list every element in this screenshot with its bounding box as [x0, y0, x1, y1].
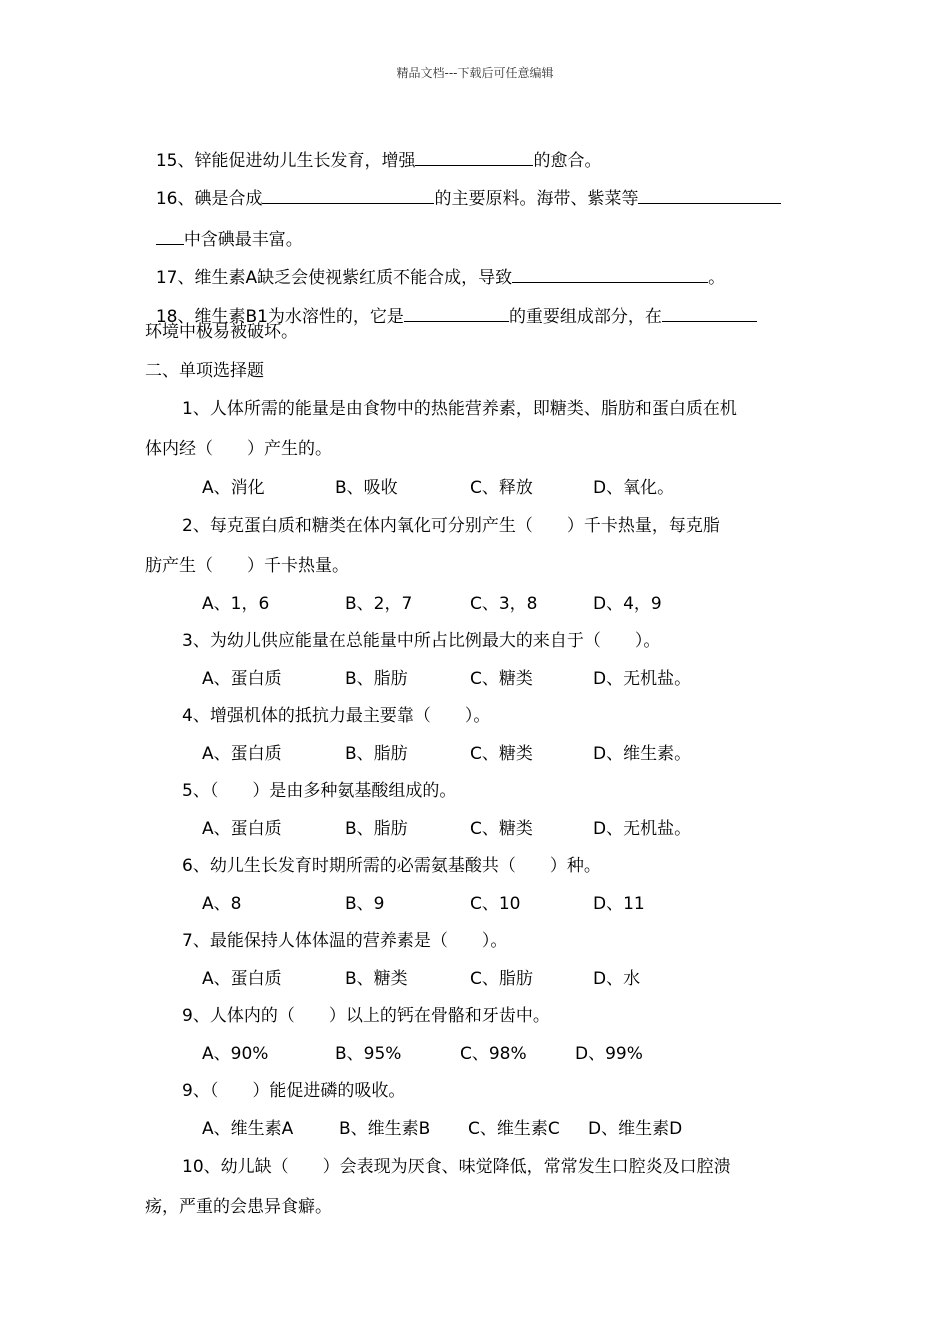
- mc-question-10-line-1: 10、幼儿缺（ ）会表现为厌食、味觉降低，常常发生口腔炎及口腔溃: [182, 1157, 731, 1177]
- option-a: A、消化: [202, 478, 265, 498]
- mc-question-6: 6、幼儿生长发育时期所需的必需氨基酸共（ ）种。: [182, 856, 601, 876]
- option-c: C、糖类: [470, 819, 533, 839]
- question-18-continued: 环境中极易被破坏。: [145, 322, 298, 342]
- option-d: D、维生素D: [588, 1119, 683, 1139]
- option-b: B、2，7: [345, 594, 413, 614]
- mc-question-2-line-1: 2、每克蛋白质和糖类在体内氧化可分别产生（ ）千卡热量，每克脂: [182, 516, 720, 536]
- option-c: C、10: [470, 894, 521, 914]
- option-d: D、11: [593, 894, 645, 914]
- option-c: C、释放: [470, 478, 533, 498]
- mc-question-1-line-1: 1、人体所需的能量是由食物中的热能营养素，即糖类、脂肪和蛋白质在机: [182, 399, 737, 419]
- option-b: B、脂肪: [345, 744, 408, 764]
- question-16: [145, 164, 781, 210]
- option-c: C、维生素C: [468, 1119, 560, 1139]
- option-b: B、吸收: [335, 478, 398, 498]
- option-d: D、氧化。: [593, 478, 675, 498]
- q17-text-after: 。: [708, 268, 726, 288]
- option-b: B、脂肪: [345, 669, 408, 689]
- option-c: C、糖类: [470, 669, 533, 689]
- option-a: A、蛋白质: [202, 669, 282, 689]
- option-b: B、95%: [335, 1044, 402, 1064]
- q18-text-middle: 的重要组成部分，在: [508, 307, 662, 327]
- q18-text-before: 18、维生素B1为水溶性的，它是: [155, 307, 404, 327]
- q17-text-before: 17、维生素A缺乏会使视紫红质不能合成，导致: [155, 268, 513, 288]
- option-a: A、蛋白质: [202, 819, 282, 839]
- option-c: C、3，8: [470, 594, 538, 614]
- option-a: A、蛋白质: [202, 969, 282, 989]
- option-c: C、脂肪: [470, 969, 533, 989]
- q16-blank-2: [638, 186, 781, 204]
- q15-text-before: 15、锌能促进幼儿生长发育，增强: [155, 151, 416, 171]
- q16-text-before: 16、碘是合成: [155, 189, 263, 209]
- option-b: B、维生素B: [339, 1119, 431, 1139]
- option-c: C、98%: [460, 1044, 527, 1064]
- option-a: A、1，6: [202, 594, 270, 614]
- option-d: D、4，9: [593, 594, 662, 614]
- page-header: 精品文档---下载后可任意编辑: [396, 66, 554, 80]
- option-a: A、90%: [202, 1044, 269, 1064]
- option-c: C、糖类: [470, 744, 533, 764]
- mc-question-9a: 9、人体内的（ ）以上的钙在骨骼和牙齿中。: [182, 1006, 550, 1026]
- option-a: A、8: [202, 894, 242, 914]
- mc-question-5: 5、（ ）是由多种氨基酸组成的。: [182, 781, 457, 801]
- mc-question-1-line-2: 体内经（ ）产生的。: [145, 439, 332, 459]
- q17-blank: [512, 265, 708, 283]
- option-d: D、无机盐。: [593, 669, 692, 689]
- mc-question-4: 4、增强机体的抵抗力最主要靠（ ）。: [182, 706, 491, 726]
- option-d: D、无机盐。: [593, 819, 692, 839]
- mc-question-3: 3、为幼儿供应能量在总能量中所占比例最大的来自于（ ）。: [182, 631, 661, 651]
- q15-text-after: 的愈合。: [533, 151, 602, 171]
- option-d: D、99%: [575, 1044, 643, 1064]
- q18-blank-2: [662, 304, 757, 322]
- mc-question-2-line-2: 肪产生（ ）千卡热量。: [145, 556, 349, 576]
- q18-blank-1: [404, 304, 509, 322]
- option-b: B、脂肪: [345, 819, 408, 839]
- mc-question-9b: 9、（ ）能促进磷的吸收。: [182, 1081, 406, 1101]
- option-a: A、维生素A: [202, 1119, 294, 1139]
- option-d: D、水: [593, 969, 641, 989]
- option-d: D、维生素。: [593, 744, 692, 764]
- q16-text-after: 中含碘最丰富。: [183, 230, 303, 250]
- section-title: 二、单项选择题: [145, 361, 264, 381]
- q16-text-middle: 的主要原料。海带、紫菜等: [434, 189, 639, 209]
- option-a: A、蛋白质: [202, 744, 282, 764]
- option-b: B、9: [345, 894, 385, 914]
- mc-question-7: 7、最能保持人体体温的营养素是（ ）。: [182, 931, 508, 951]
- option-b: B、糖类: [345, 969, 408, 989]
- q16-blank-1: [262, 186, 434, 204]
- mc-question-10-line-2: 疡，严重的会患异食癖。: [145, 1197, 332, 1217]
